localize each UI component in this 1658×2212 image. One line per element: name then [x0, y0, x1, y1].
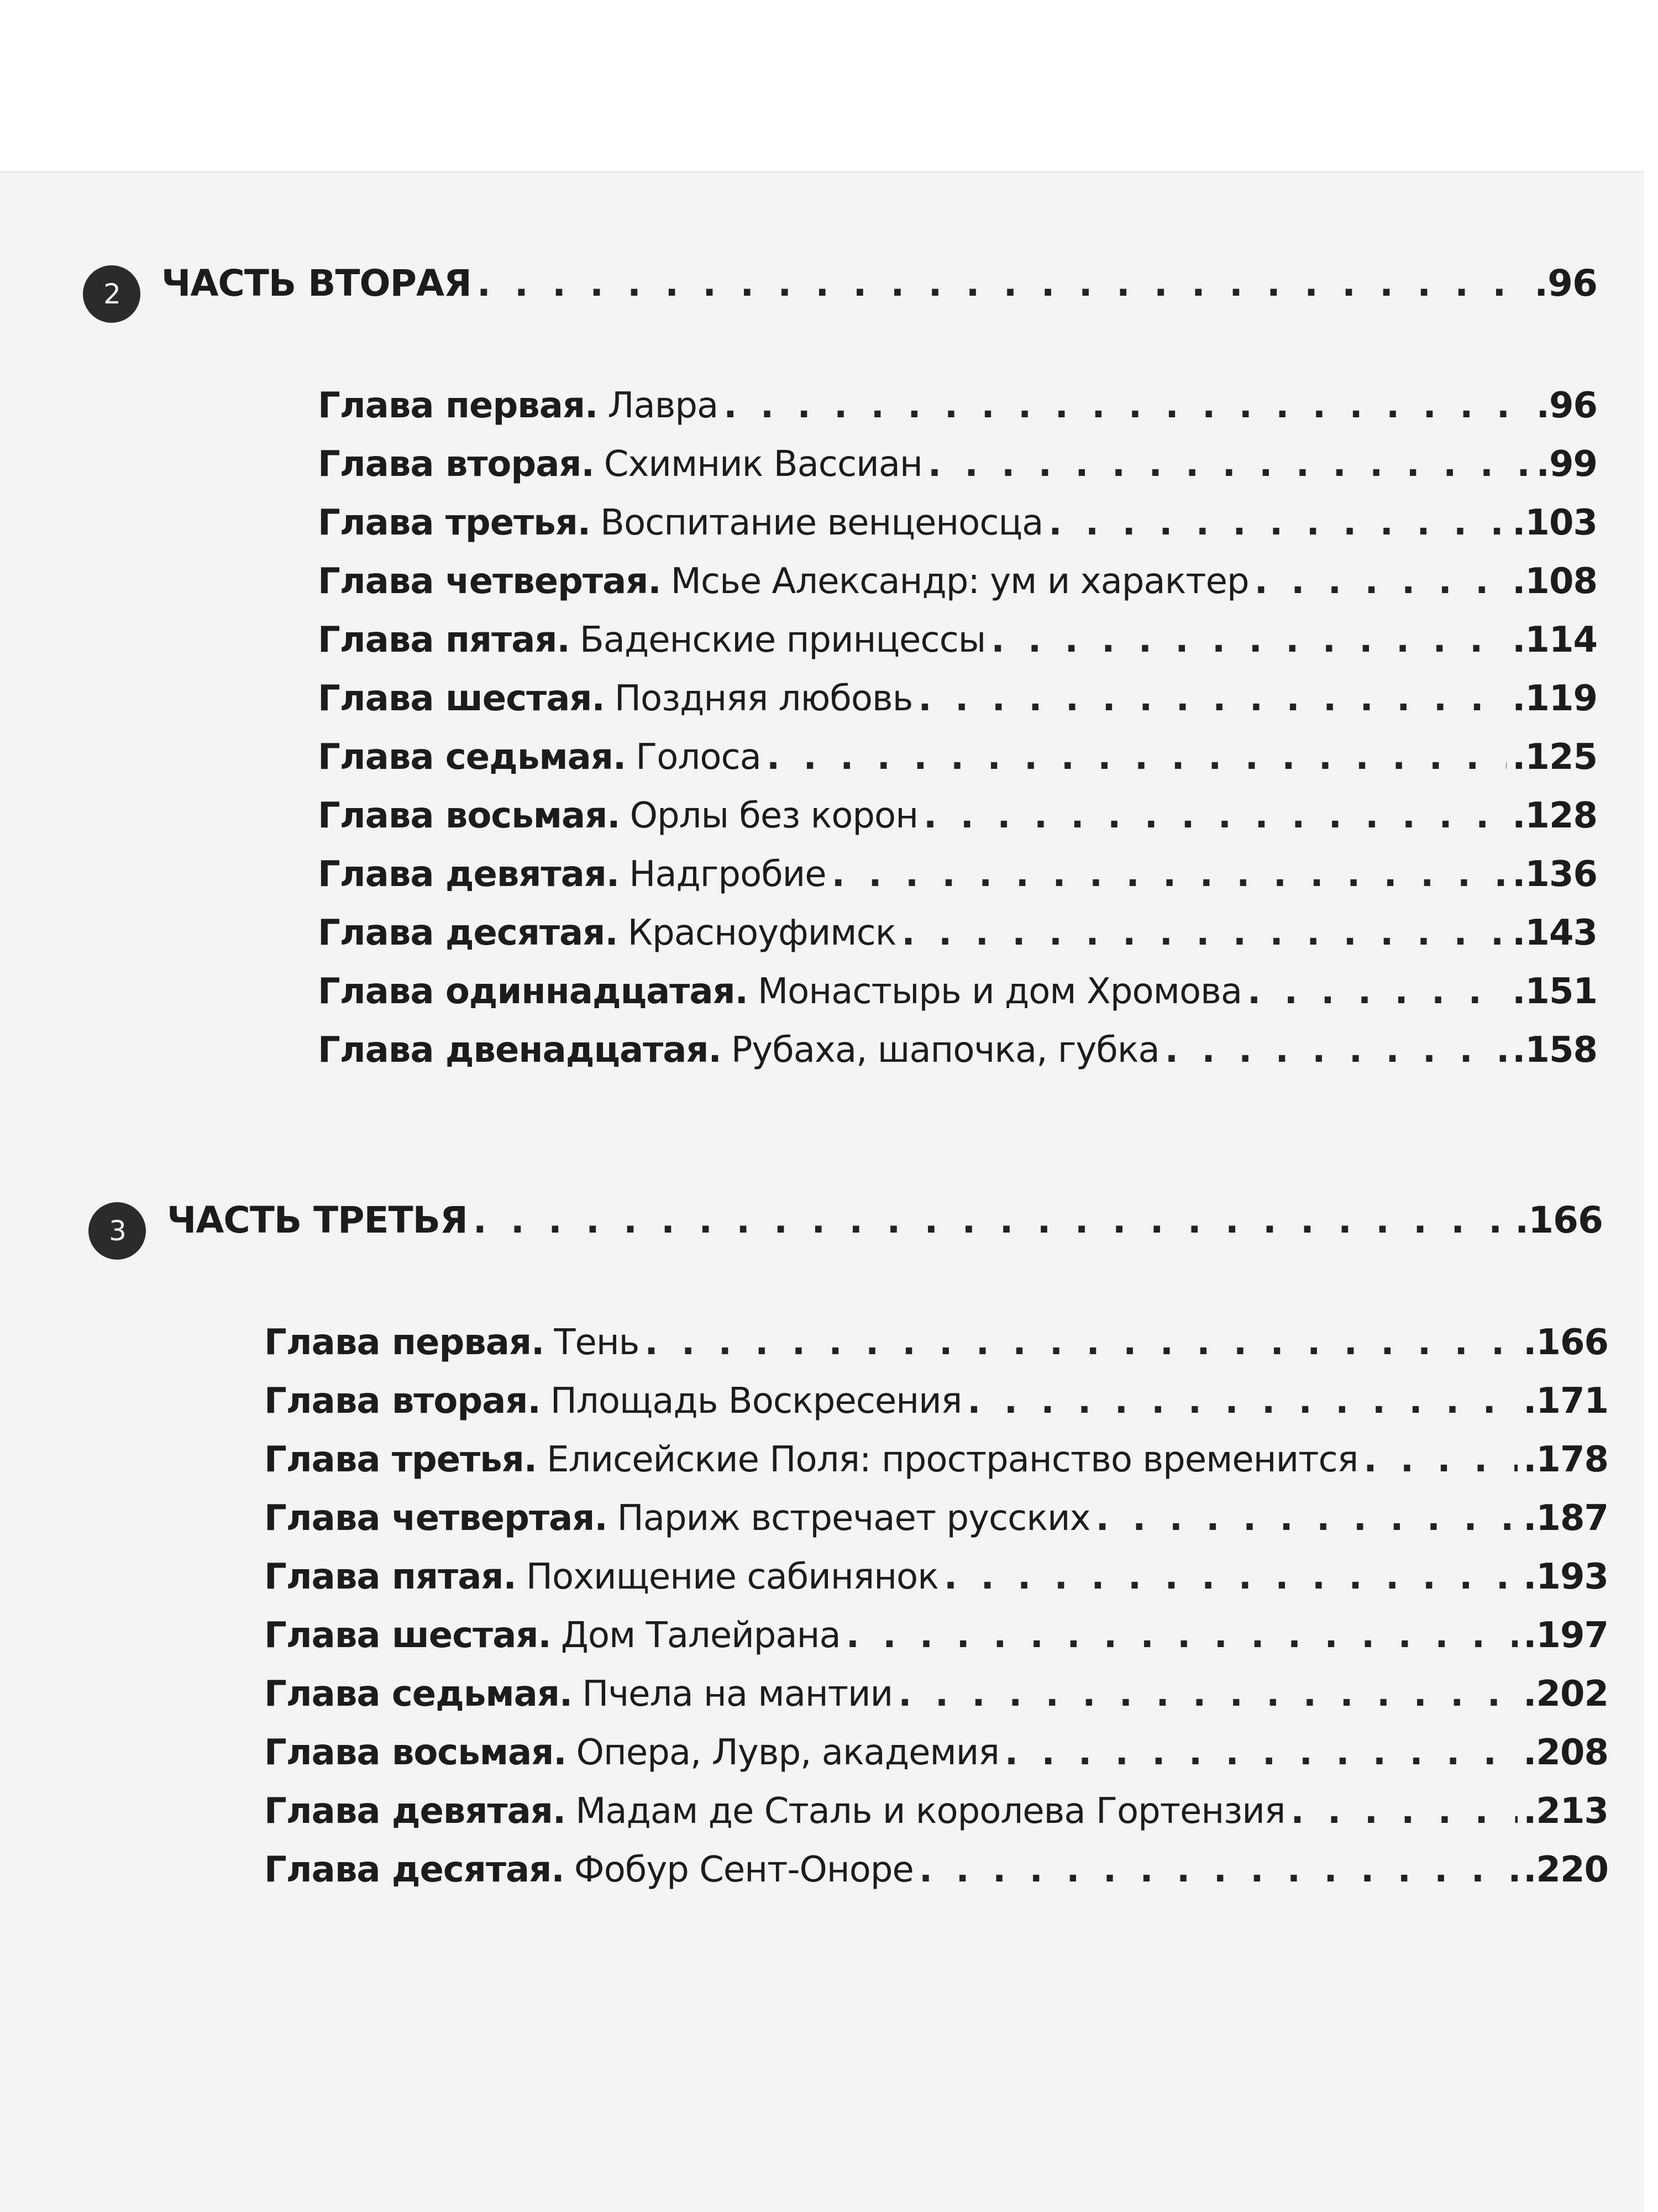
page-number: .119	[1512, 678, 1597, 719]
chapter-label: Глава первая.	[318, 385, 598, 426]
chapter-title: Лавра	[607, 385, 718, 426]
chapter-title: Голоса	[636, 737, 761, 778]
page-number: .202	[1523, 1674, 1608, 1715]
chapter-label: Глава четвертая.	[264, 1498, 607, 1539]
dot-leader	[1048, 505, 1507, 541]
part-heading	[88, 1199, 1603, 1260]
chapter-label: Глава седьмая.	[318, 737, 626, 778]
chapter-title: Поздняя любовь	[614, 678, 913, 719]
toc-entry	[264, 1439, 1608, 1501]
chapter-title: Надгробие	[629, 854, 826, 895]
chapter-title: Похищение сабинянок	[526, 1556, 938, 1597]
toc-entry	[264, 1732, 1608, 1794]
dot-leader	[901, 915, 1507, 951]
chapter-label: Глава седьмая.	[264, 1674, 573, 1715]
part-title: ЧАСТЬ ТРЕТЬЯ	[167, 1199, 468, 1241]
chapter-title: Схимник Вассиан	[604, 444, 922, 485]
dot-leader	[1363, 1442, 1518, 1477]
toc-entry	[264, 1615, 1608, 1676]
toc-entry	[264, 1383, 1608, 1442]
part-number-badge: 2	[83, 265, 140, 323]
page-number: .208	[1523, 1732, 1608, 1773]
toc-entry	[318, 385, 1597, 447]
dot-leader	[1165, 1032, 1507, 1068]
dot-leader	[1255, 564, 1507, 599]
toc-entry	[318, 795, 1597, 857]
page-number: .193	[1523, 1556, 1608, 1597]
chapter-title: Рубаха, шапочка, губка	[731, 1030, 1159, 1071]
page-number: .125	[1512, 737, 1597, 778]
dot-leader	[967, 1383, 1518, 1419]
page-number: .151	[1512, 971, 1597, 1012]
dot-leader	[1005, 1735, 1518, 1770]
chapter-label: Глава девятая.	[264, 1791, 566, 1832]
toc-entry	[264, 1322, 1608, 1383]
page-number: .128	[1512, 795, 1597, 836]
chapter-title: Воспитание венценосца	[600, 502, 1043, 543]
page-number: .178	[1523, 1439, 1608, 1480]
chapter-label: Глава двенадцатая.	[318, 1030, 721, 1071]
toc-entry	[318, 678, 1597, 740]
chapter-label: Глава десятая.	[264, 1849, 564, 1890]
chapter-label: Глава первая.	[264, 1322, 544, 1363]
chapter-title: Опера, Лувр, академия	[576, 1732, 999, 1773]
chapter-list	[318, 385, 1597, 1091]
dot-leader	[928, 447, 1531, 482]
chapter-title: Тень	[554, 1322, 639, 1363]
dot-leader	[832, 857, 1507, 892]
chapter-label: Глава вторая.	[264, 1381, 541, 1422]
chapter-title: Париж встречает русских	[617, 1498, 1090, 1539]
dot-leader	[767, 740, 1507, 775]
part-number-badge: 3	[88, 1202, 146, 1260]
dot-leader	[919, 1852, 1518, 1888]
page-number: .166	[1523, 1322, 1608, 1363]
page-number: .187	[1523, 1498, 1608, 1539]
chapter-label: Глава пятая.	[264, 1556, 516, 1597]
page-number: .108	[1512, 561, 1597, 602]
chapter-title: Красноуфимск	[627, 913, 896, 953]
chapter-title: Дом Талейрана	[560, 1615, 841, 1656]
toc-entry	[318, 1032, 1597, 1091]
chapter-title: Монастырь и дом Хромова	[757, 971, 1242, 1012]
dot-leader	[1247, 974, 1507, 1009]
page-number: .143	[1512, 913, 1597, 953]
dot-leader	[846, 1618, 1518, 1653]
chapter-list	[264, 1322, 1608, 1911]
toc-entry	[318, 737, 1597, 798]
dot-leader	[918, 681, 1507, 716]
chapter-title: Пчела на мантии	[582, 1674, 893, 1715]
page-number: .158	[1512, 1030, 1597, 1071]
dot-leader	[473, 1202, 1509, 1239]
dot-leader	[644, 1325, 1518, 1360]
page-number: .197	[1523, 1615, 1608, 1656]
dot-leader	[924, 798, 1507, 834]
chapter-label: Глава третья.	[264, 1439, 537, 1480]
chapter-title: Елисейские Поля: пространство временится	[547, 1439, 1358, 1480]
toc-entry	[264, 1849, 1608, 1911]
dot-leader	[723, 388, 1530, 423]
toc-entry	[318, 971, 1597, 1032]
chapter-label: Глава шестая.	[264, 1615, 551, 1656]
dot-leader	[1095, 1501, 1518, 1536]
dot-leader	[477, 265, 1529, 302]
page-number: .114	[1512, 620, 1597, 661]
chapter-label: Глава девятая.	[318, 854, 620, 895]
chapter-title: Мадам де Сталь и королева Гортензия	[575, 1791, 1286, 1832]
dot-leader	[898, 1676, 1518, 1712]
page-number: .171	[1523, 1381, 1608, 1422]
chapter-label: Глава восьмая.	[264, 1732, 566, 1773]
chapter-label: Глава десятая.	[318, 913, 618, 953]
page-number: .99	[1536, 444, 1597, 485]
dot-leader	[1290, 1794, 1518, 1829]
chapter-title: Баденские принцессы	[579, 620, 986, 661]
page-number: .96	[1536, 385, 1597, 426]
toc-entry	[264, 1791, 1608, 1852]
dot-leader	[944, 1559, 1518, 1595]
toc-entry	[318, 561, 1597, 622]
toc-entry	[264, 1556, 1608, 1618]
chapter-label: Глава пятая.	[318, 620, 570, 661]
page-number: .96	[1534, 262, 1597, 305]
toc-entry	[318, 444, 1597, 505]
part-heading	[83, 262, 1597, 323]
toc-entry	[264, 1676, 1608, 1735]
toc-entry	[318, 622, 1597, 681]
chapter-label: Глава вторая.	[318, 444, 594, 485]
page-number: .220	[1523, 1849, 1608, 1890]
chapter-label: Глава восьмая.	[318, 795, 620, 836]
toc-entry	[318, 854, 1597, 915]
chapter-label: Глава шестая.	[318, 678, 605, 719]
chapter-label: Глава четвертая.	[318, 561, 661, 602]
part-title: ЧАСТЬ ВТОРАЯ	[161, 262, 471, 305]
page-number: .103	[1512, 502, 1597, 543]
page-number: .136	[1512, 854, 1597, 895]
chapter-title: Мсье Александр: ум и характер	[670, 561, 1249, 602]
dot-leader	[991, 622, 1507, 658]
page-number: .213	[1523, 1791, 1608, 1832]
chapter-title: Площадь Воскресения	[550, 1381, 962, 1422]
chapter-title: Фобур Сент-Оноре	[574, 1849, 914, 1890]
chapter-label: Глава третья.	[318, 502, 591, 543]
page-number: .166	[1515, 1199, 1603, 1241]
toc-entry	[318, 915, 1597, 974]
chapter-label: Глава одиннадцатая.	[318, 971, 748, 1012]
chapter-title: Орлы без корон	[629, 795, 919, 836]
toc-entry	[264, 1498, 1608, 1559]
toc-entry	[318, 502, 1597, 564]
